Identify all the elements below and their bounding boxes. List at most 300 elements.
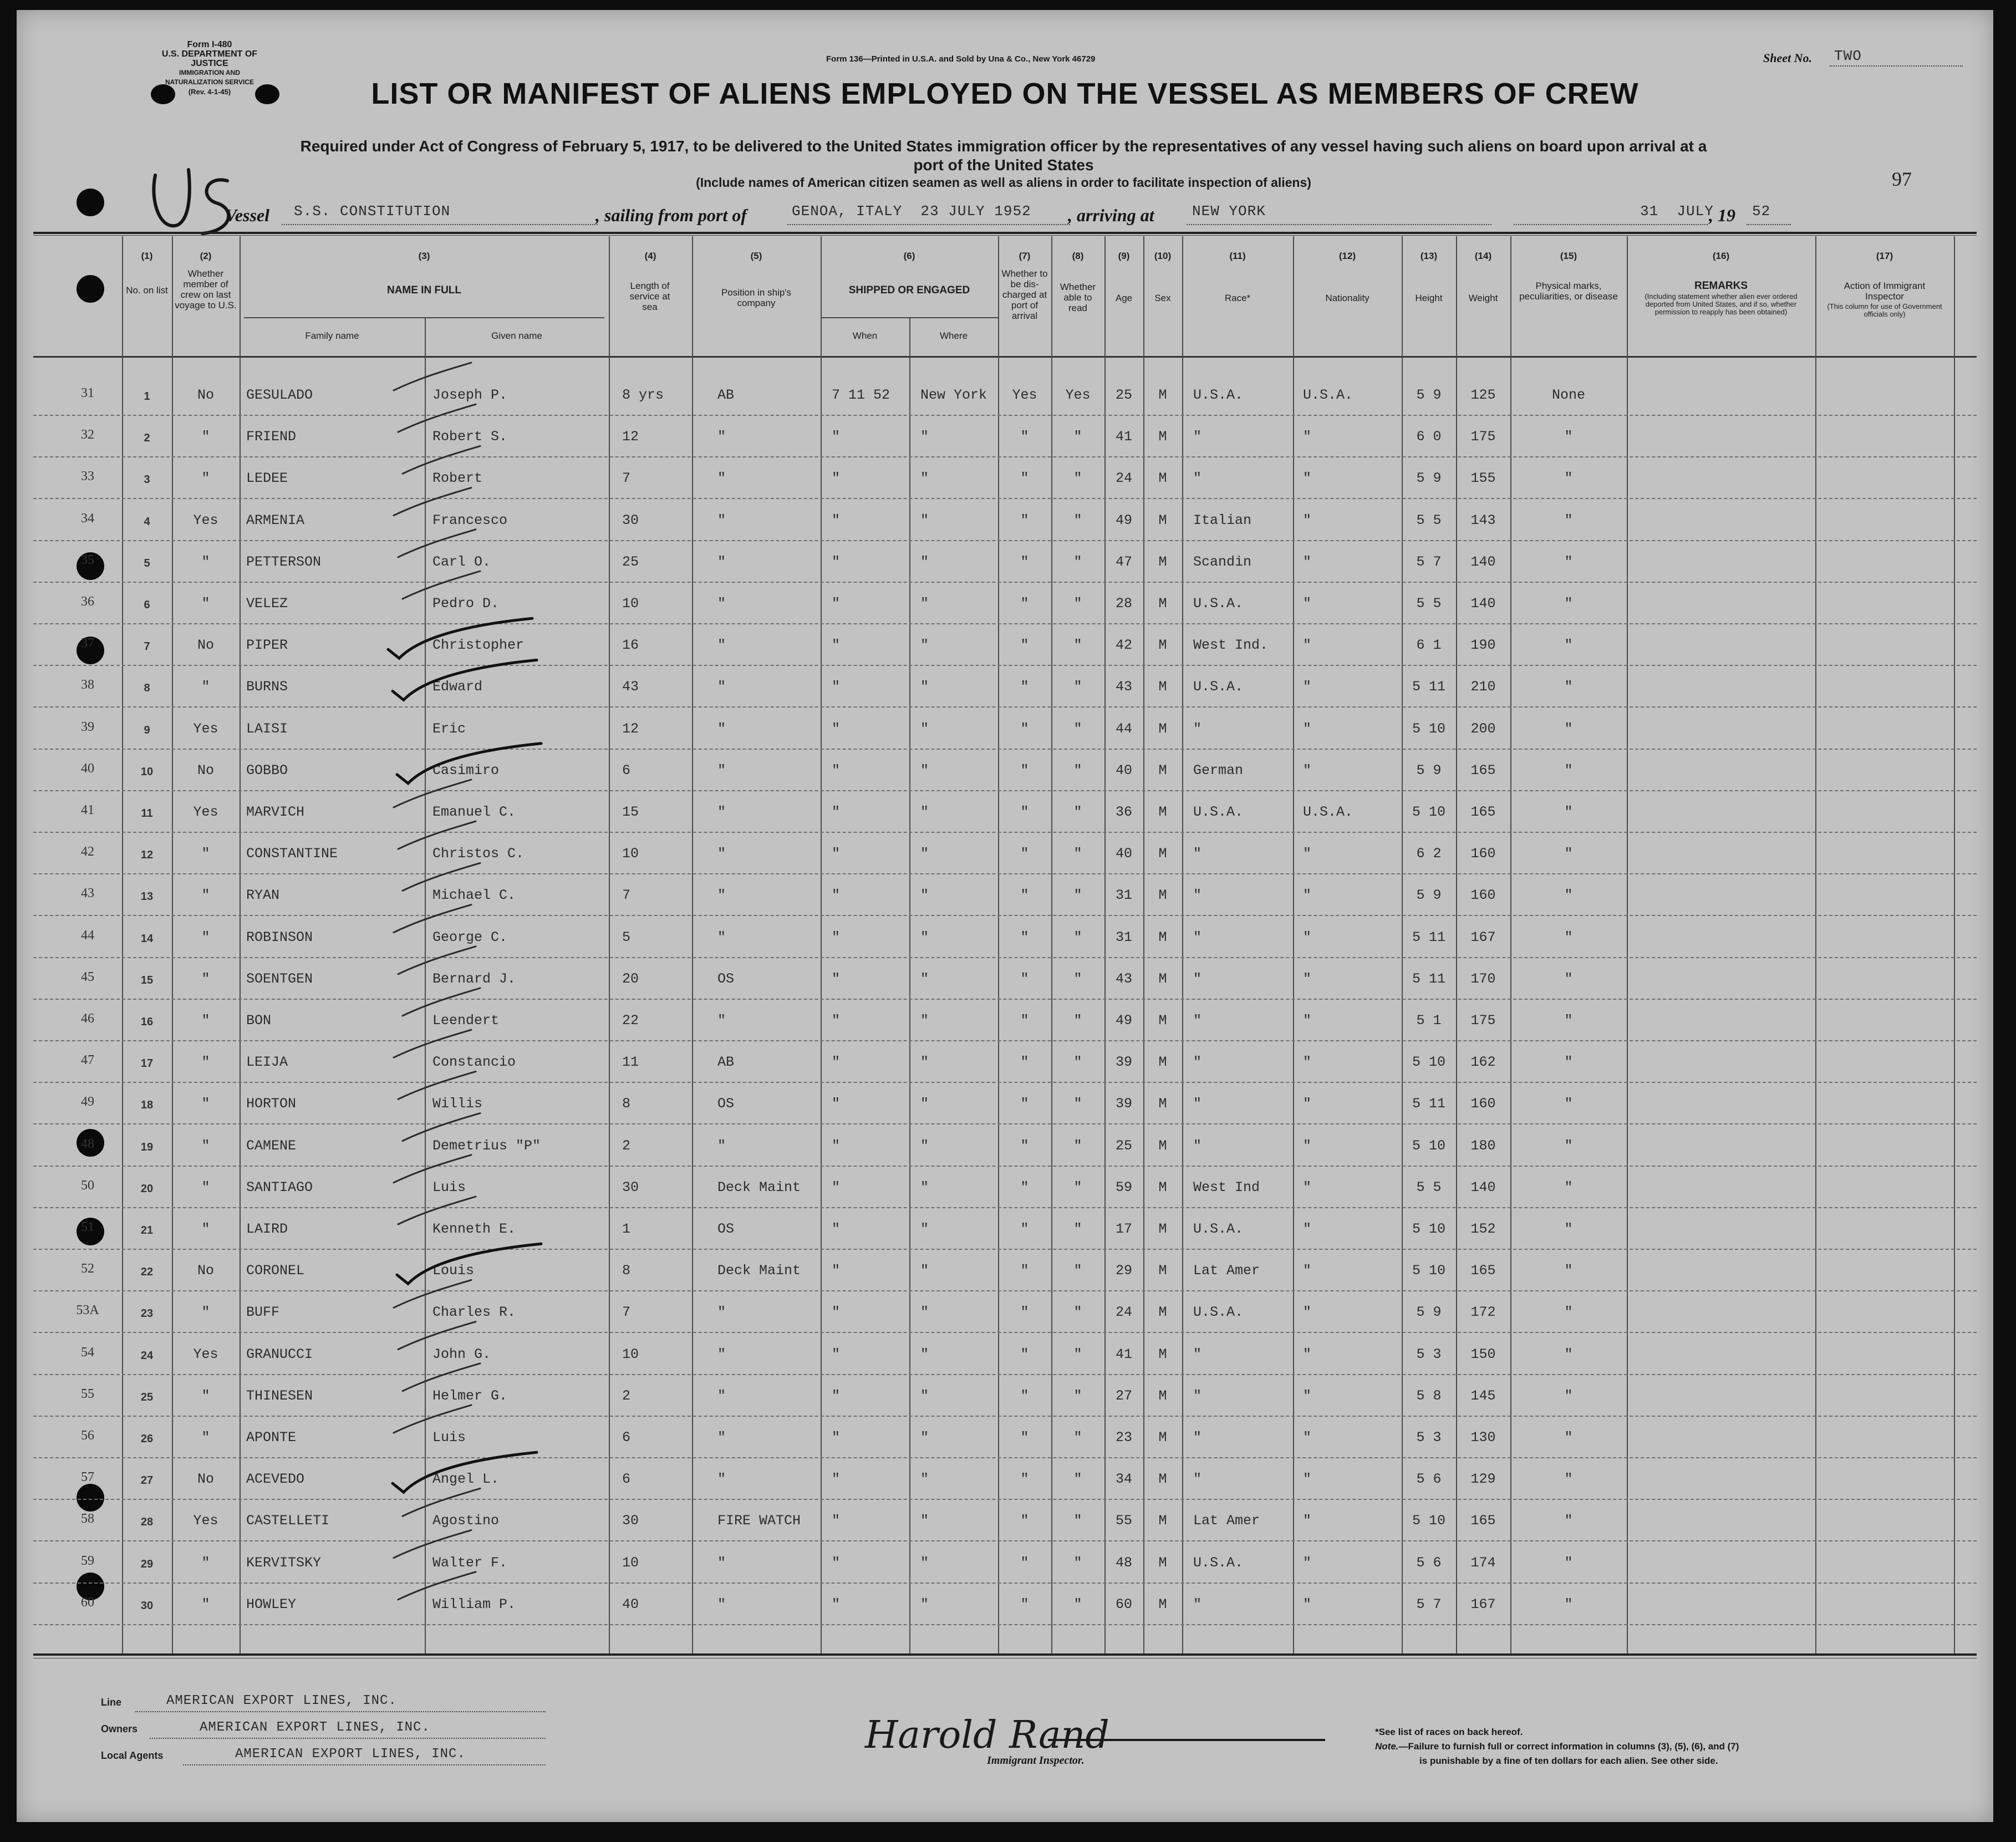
crew-number: 22	[140, 1266, 154, 1279]
cell-prev: No	[197, 1471, 214, 1488]
year-underline	[1747, 224, 1791, 225]
cell-position: AB	[717, 1054, 735, 1071]
col4-header: Length of service at sea	[629, 281, 670, 312]
arrival-date-underline	[1514, 224, 1708, 225]
cell-family: LAISI	[246, 720, 288, 737]
crew-number: 27	[140, 1474, 154, 1487]
cell-disch: "	[1020, 1096, 1029, 1112]
cell-nat: "	[1303, 1429, 1312, 1446]
col9-number: (9)	[1118, 251, 1130, 261]
cell-height: 5 10	[1412, 804, 1445, 820]
cell-where: "	[920, 1471, 929, 1488]
cell-race: German	[1193, 762, 1244, 778]
handwritten-check-mark	[403, 988, 480, 1016]
handwritten-check-mark	[397, 744, 541, 783]
cell-marks: "	[1564, 1346, 1573, 1362]
cell-family: LEDEE	[246, 470, 288, 487]
cell-read: "	[1073, 1179, 1082, 1195]
cell-given: Edward	[432, 679, 483, 695]
cell-service: 11	[622, 1054, 639, 1071]
cell-disch: "	[1020, 970, 1029, 987]
cell-disch: "	[1020, 1554, 1029, 1571]
crew-number: 17	[140, 1057, 154, 1070]
cell-weight: 160	[1470, 846, 1496, 862]
cell-marks: "	[1564, 637, 1573, 654]
cell-height: 5 9	[1416, 387, 1442, 403]
cell-family: BON	[246, 1012, 272, 1029]
cell-service: 7	[622, 470, 631, 487]
cell-disch: "	[1020, 1304, 1029, 1321]
col14-number: (14)	[1474, 251, 1492, 261]
given-name-header: Given name	[491, 330, 542, 341]
cell-marks: "	[1564, 1596, 1573, 1612]
cell-sex: M	[1158, 804, 1167, 820]
cell-weight: 162	[1470, 1054, 1496, 1071]
cell-service: 6	[622, 762, 631, 778]
cell-when: "	[832, 1054, 841, 1071]
handwritten-check-mark	[398, 530, 476, 557]
cell-position: Deck Maint	[717, 1179, 801, 1195]
cell-sex: M	[1158, 1513, 1167, 1529]
col1-header: No. on list	[126, 285, 168, 296]
cell-age: 48	[1115, 1554, 1132, 1571]
handwritten-check-mark	[403, 446, 480, 474]
cell-height: 5 10	[1412, 720, 1445, 737]
cell-family: SANTIAGO	[246, 1179, 313, 1195]
col3-header: NAME IN FULL	[386, 284, 462, 296]
cell-race: "	[1193, 1429, 1202, 1446]
cell-sex: M	[1158, 1221, 1167, 1237]
cell-age: 49	[1115, 512, 1132, 528]
cell-nat: "	[1303, 1387, 1312, 1404]
margin-line-number: 49	[81, 1095, 94, 1110]
sailing-label: , sailing from port of	[595, 205, 747, 225]
cell-race: "	[1193, 1137, 1202, 1154]
cell-prev: "	[201, 1012, 210, 1029]
agents-value: AMERICAN EXPORT LINES, INC.	[235, 1747, 466, 1762]
cell-age: 24	[1115, 1304, 1132, 1321]
col17-header: Action of Immigrant Inspector	[1844, 281, 1926, 302]
handwritten-check-mark	[393, 660, 537, 700]
cell-prev: Yes	[193, 512, 218, 528]
subtitle-line-2: port of the United States	[913, 156, 1094, 174]
cell-when: "	[832, 846, 841, 862]
cell-marks: "	[1564, 970, 1573, 987]
vessel-name: S.S. CONSTITUTION	[294, 203, 451, 220]
note-text-2: is punishable by a fine of ten dollars for each alien. See other side.	[1419, 1756, 1718, 1766]
cell-nat: "	[1303, 1179, 1312, 1195]
cell-weight: 129	[1470, 1471, 1496, 1488]
cell-service: 10	[622, 596, 639, 612]
cell-where: "	[920, 1012, 929, 1029]
cell-height: 5 10	[1412, 1137, 1445, 1154]
cell-service: 20	[622, 970, 639, 987]
cell-read: "	[1073, 970, 1082, 987]
cell-given: Robert S.	[432, 429, 508, 445]
cell-service: 2	[622, 1137, 631, 1154]
cell-sex: M	[1158, 1429, 1167, 1446]
cell-where: "	[920, 1263, 929, 1279]
cell-weight: 175	[1470, 429, 1496, 445]
cell-given: Christopher	[432, 637, 525, 654]
handwritten-check-mark	[398, 1071, 476, 1099]
col4-number: (4)	[644, 251, 656, 261]
vessel-label: Vessel	[225, 205, 269, 225]
col16-header: REMARKS	[1694, 280, 1748, 292]
cell-given: Pedro D.	[432, 596, 500, 612]
col9-header: Age	[1115, 293, 1133, 303]
cell-position: "	[717, 1471, 726, 1488]
subtitle-line-1: Required under Act of Congress of February 5, 1917, to be delivered to the United States immigration officer by the representatives of any vessel having such aliens on board upon arrival at a	[300, 138, 1707, 155]
cell-race: "	[1193, 1387, 1202, 1404]
cell-given: Casimiro	[432, 762, 500, 778]
cell-service: 8 yrs	[622, 387, 664, 403]
cell-disch: "	[1020, 1263, 1029, 1279]
cell-sex: M	[1158, 846, 1167, 862]
cell-weight: 170	[1470, 970, 1496, 987]
cell-service: 10	[622, 846, 639, 862]
margin-line-number: 50	[81, 1178, 94, 1193]
margin-line-number: 58	[81, 1512, 94, 1526]
col17-subheader: (This column for use of Government officials only)	[1827, 302, 1942, 318]
cell-age: 59	[1115, 1179, 1132, 1195]
cell-when: "	[832, 762, 841, 778]
cell-position: "	[717, 679, 726, 695]
cell-race: "	[1193, 429, 1202, 445]
col6-header: SHIPPED OR ENGAGED	[848, 284, 970, 296]
cell-sex: M	[1158, 429, 1167, 445]
cell-disch: "	[1020, 1179, 1029, 1195]
col17-number: (17)	[1876, 251, 1893, 261]
cell-family: FRIEND	[246, 429, 297, 445]
department-name: U.S. DEPARTMENT OF JUSTICE	[161, 49, 258, 68]
cell-weight: 152	[1470, 1221, 1496, 1237]
cell-marks: "	[1564, 1012, 1573, 1029]
handwritten-check-mark	[398, 1572, 476, 1600]
cell-prev: "	[201, 1137, 210, 1154]
cell-height: 5 7	[1416, 553, 1442, 570]
cell-weight: 175	[1470, 1012, 1496, 1029]
cell-nat: "	[1303, 1554, 1312, 1571]
crew-number: 3	[144, 474, 150, 486]
col1-number: (1)	[141, 251, 153, 261]
cell-read: "	[1073, 1429, 1082, 1446]
cell-weight: 165	[1470, 1513, 1496, 1529]
cell-family: HORTON	[246, 1096, 297, 1112]
cell-nat: "	[1303, 596, 1312, 612]
cell-disch: "	[1020, 1513, 1029, 1529]
cell-service: 10	[622, 1554, 639, 1571]
handwritten-check-mark	[393, 1452, 537, 1492]
cell-sex: M	[1158, 553, 1167, 570]
cell-service: 8	[622, 1263, 631, 1279]
cell-disch: "	[1020, 804, 1029, 820]
cell-position: "	[717, 1429, 726, 1446]
cell-family: GOBBO	[246, 762, 288, 778]
cell-given: Carl O.	[432, 553, 491, 570]
margin-line-number: 31	[81, 386, 94, 400]
crew-number: 23	[140, 1307, 154, 1320]
cell-position: "	[717, 512, 726, 528]
col13-header: Height	[1415, 293, 1443, 303]
cell-nat: "	[1303, 929, 1312, 945]
cell-given: Bernard J.	[432, 970, 516, 987]
cell-marks: "	[1564, 679, 1573, 695]
cell-height: 5 10	[1412, 1221, 1445, 1237]
cell-disch: "	[1020, 1137, 1029, 1154]
cell-where: "	[920, 1554, 929, 1571]
cell-prev: Yes	[193, 720, 218, 737]
cell-weight: 167	[1470, 929, 1496, 945]
cell-race: Scandin	[1193, 553, 1252, 570]
cell-where: "	[920, 512, 929, 528]
cell-given: Emanuel C.	[432, 804, 516, 820]
col14-header: Weight	[1468, 293, 1498, 303]
cell-read: "	[1073, 804, 1082, 820]
cell-weight: 190	[1470, 637, 1496, 654]
cell-family: PETTERSON	[246, 553, 322, 570]
cell-service: 5	[622, 929, 631, 945]
cell-family: BUFF	[246, 1304, 280, 1321]
cell-height: 5 11	[1412, 1096, 1445, 1112]
handwritten-check-mark	[394, 363, 471, 390]
col8-number: (8)	[1072, 251, 1084, 261]
cell-height: 5 3	[1416, 1429, 1442, 1446]
handwritten-us-mark	[144, 164, 255, 242]
cell-read: "	[1073, 1221, 1082, 1237]
cell-disch: "	[1020, 1012, 1029, 1029]
cell-height: 5 3	[1416, 1346, 1442, 1362]
cell-position: "	[717, 1387, 726, 1404]
cell-given: Charles R.	[432, 1304, 516, 1321]
cell-prev: Yes	[193, 1346, 218, 1362]
cell-sex: M	[1158, 387, 1167, 403]
col15-header: Physical marks, peculiarities, or disease	[1519, 281, 1618, 302]
handwritten-check-mark	[403, 1113, 480, 1141]
margin-line-number: 57	[81, 1470, 94, 1485]
crew-number: 20	[140, 1182, 154, 1195]
cell-age: 17	[1115, 1221, 1132, 1237]
cell-age: 25	[1115, 387, 1132, 403]
line-underline	[135, 1711, 546, 1712]
cell-sex: M	[1158, 1179, 1167, 1195]
margin-line-number: 37	[81, 636, 94, 651]
cell-weight: 125	[1470, 387, 1496, 403]
cell-prev: "	[201, 1554, 210, 1571]
col5-number: (5)	[750, 251, 762, 261]
cell-race: U.S.A.	[1193, 679, 1244, 695]
handwritten-check-mark	[394, 1405, 471, 1433]
cell-family: ARMENIA	[246, 512, 305, 528]
arriving-label: , arriving at	[1068, 205, 1154, 225]
cell-sex: M	[1158, 1012, 1167, 1029]
cell-service: 25	[622, 553, 639, 570]
handwritten-check-mark	[394, 905, 471, 933]
handwritten-check-mark	[403, 863, 480, 891]
cell-where: "	[920, 1054, 929, 1071]
cell-disch: "	[1020, 846, 1029, 862]
cell-race: West Ind.	[1193, 637, 1269, 654]
cell-where: New York	[920, 387, 987, 403]
note-text-1: —Failure to furnish full or correct information in columns (3), (5), (6), and (7)	[1398, 1741, 1739, 1752]
cell-when: "	[832, 1012, 841, 1029]
cell-position: "	[717, 637, 726, 654]
cell-nat: "	[1303, 1596, 1312, 1612]
crew-number: 30	[140, 1599, 154, 1612]
cell-where: "	[920, 1513, 929, 1529]
cell-family: SOENTGEN	[246, 970, 313, 987]
cell-height: 5 7	[1416, 1596, 1442, 1612]
cell-marks: "	[1564, 1387, 1573, 1404]
margin-line-number: 59	[81, 1553, 94, 1568]
margin-line-number: 41	[81, 803, 94, 817]
crew-number: 5	[144, 557, 150, 569]
cell-age: 44	[1115, 720, 1132, 737]
crew-number: 19	[140, 1141, 154, 1153]
cell-age: 36	[1115, 804, 1132, 820]
crew-number: 8	[144, 682, 150, 695]
col8-header: Whether able to read	[1060, 282, 1096, 313]
cell-sex: M	[1158, 1054, 1167, 1071]
vessel-underline	[282, 224, 598, 225]
cell-where: "	[920, 762, 929, 778]
cell-race: Lat Amer	[1193, 1263, 1260, 1279]
subtitle-line-3: (Include names of American citizen seamen as well as aliens in order to facilitate inspection of aliens)	[696, 175, 1311, 190]
cell-service: 1	[622, 1221, 631, 1237]
crew-number: 12	[140, 849, 154, 862]
cell-position: "	[717, 1346, 726, 1362]
handwritten-check-mark	[397, 1244, 541, 1284]
cell-age: 31	[1115, 929, 1132, 945]
col6-number: (6)	[903, 251, 915, 261]
cell-family: CORONEL	[246, 1263, 305, 1279]
cell-where: "	[920, 429, 929, 445]
cell-age: 39	[1115, 1054, 1132, 1071]
page-number: 97	[1892, 168, 1912, 190]
cell-prev: "	[201, 1054, 210, 1071]
margin-line-number: 38	[81, 678, 94, 693]
margin-line-number: 33	[81, 469, 94, 484]
cell-nat: "	[1303, 1221, 1312, 1237]
col16-subheader: (Including statement whether alien ever ordered deported from United States, and if so, whether permission to reapply has been obtained)	[1645, 292, 1798, 316]
cell-given: Leendert	[432, 1012, 500, 1029]
cell-age: 60	[1115, 1596, 1132, 1612]
cell-when: "	[832, 804, 841, 820]
col2-number: (2)	[200, 251, 212, 261]
cell-marks: "	[1564, 470, 1573, 487]
cell-where: "	[920, 1304, 929, 1321]
cell-sex: M	[1158, 1554, 1167, 1571]
cell-where: "	[920, 553, 929, 570]
cell-race: U.S.A.	[1193, 1221, 1244, 1237]
cell-disch: "	[1020, 679, 1029, 695]
cell-nat: "	[1303, 887, 1312, 904]
cell-race: "	[1193, 1012, 1202, 1029]
margin-line-number: 42	[81, 844, 94, 859]
margin-line-number: 46	[81, 1011, 94, 1026]
margin-line-number: 48	[81, 1136, 94, 1151]
crew-number: 11	[141, 807, 153, 820]
year-prefix: , 19	[1709, 205, 1735, 225]
cell-marks: None	[1551, 387, 1585, 403]
cell-position: "	[717, 553, 726, 570]
cell-disch: "	[1020, 1221, 1029, 1237]
cell-race: U.S.A.	[1193, 387, 1244, 403]
line-label: Line	[101, 1697, 122, 1708]
cell-disch: "	[1020, 887, 1029, 904]
cell-read: "	[1073, 887, 1082, 904]
when-header: When	[852, 330, 878, 341]
cell-marks: "	[1564, 1263, 1573, 1279]
cell-read: "	[1073, 1596, 1082, 1612]
col11-number: (11)	[1229, 251, 1246, 261]
cell-sex: M	[1158, 1263, 1167, 1279]
cell-disch: "	[1020, 929, 1029, 945]
cell-when: "	[832, 720, 841, 737]
cell-when: "	[832, 1263, 841, 1279]
cell-weight: 143	[1470, 512, 1496, 528]
col2-header: Whether member of crew on last voyage to U.S.	[175, 268, 237, 311]
cell-nat: "	[1303, 1304, 1312, 1321]
cell-sex: M	[1158, 970, 1167, 987]
cell-read: "	[1073, 929, 1082, 945]
printer-line: Form 136—Printed in U.S.A. and Sold by Una & Co., New York 46729	[826, 54, 1096, 64]
margin-line-number: 47	[81, 1053, 94, 1068]
cell-disch: "	[1020, 470, 1029, 487]
cell-race: "	[1193, 1054, 1202, 1071]
cell-race: U.S.A.	[1193, 596, 1244, 612]
cell-marks: "	[1564, 1137, 1573, 1154]
inspector-signature: Harold Rand	[865, 1713, 1109, 1757]
cell-race: "	[1193, 470, 1202, 487]
cell-family: KERVITSKY	[246, 1554, 322, 1571]
col3-number: (3)	[418, 251, 430, 261]
cell-where: "	[920, 846, 929, 862]
cell-family: VELEZ	[246, 596, 288, 612]
cell-family: CAMENE	[246, 1137, 297, 1154]
handwritten-check-mark	[403, 1363, 480, 1391]
margin-line-number: 45	[81, 969, 94, 984]
cell-family: RYAN	[246, 887, 280, 904]
crew-number: 25	[140, 1391, 154, 1403]
cell-where: "	[920, 1429, 929, 1446]
cell-when: "	[832, 887, 841, 904]
cell-prev: "	[201, 429, 210, 445]
cell-read: "	[1073, 1513, 1082, 1529]
cell-prev: "	[201, 1387, 210, 1404]
cell-where: "	[920, 1596, 929, 1612]
cell-position: "	[717, 596, 726, 612]
cell-nat: "	[1303, 762, 1312, 778]
sailing-port-date: GENOA, ITALY 23 JULY 1952	[792, 203, 1031, 220]
cell-height: 5 8	[1416, 1387, 1442, 1404]
cell-when: "	[832, 512, 841, 528]
cell-prev: "	[201, 1179, 210, 1195]
cell-prev: Yes	[193, 804, 218, 820]
cell-read: "	[1073, 1387, 1082, 1404]
cell-when: "	[832, 1513, 841, 1529]
cell-when: "	[832, 1096, 841, 1112]
cell-nat: "	[1303, 512, 1312, 528]
races-note: *See list of races on back hereof.	[1375, 1727, 1523, 1737]
cell-nat: "	[1303, 1137, 1312, 1154]
revision-date: (Rev. 4-1-45)	[188, 88, 231, 96]
cell-age: 41	[1115, 429, 1132, 445]
cell-when: "	[832, 1596, 841, 1612]
cell-prev: "	[201, 679, 210, 695]
cell-nat: "	[1303, 553, 1312, 570]
cell-disch: "	[1020, 1596, 1029, 1612]
